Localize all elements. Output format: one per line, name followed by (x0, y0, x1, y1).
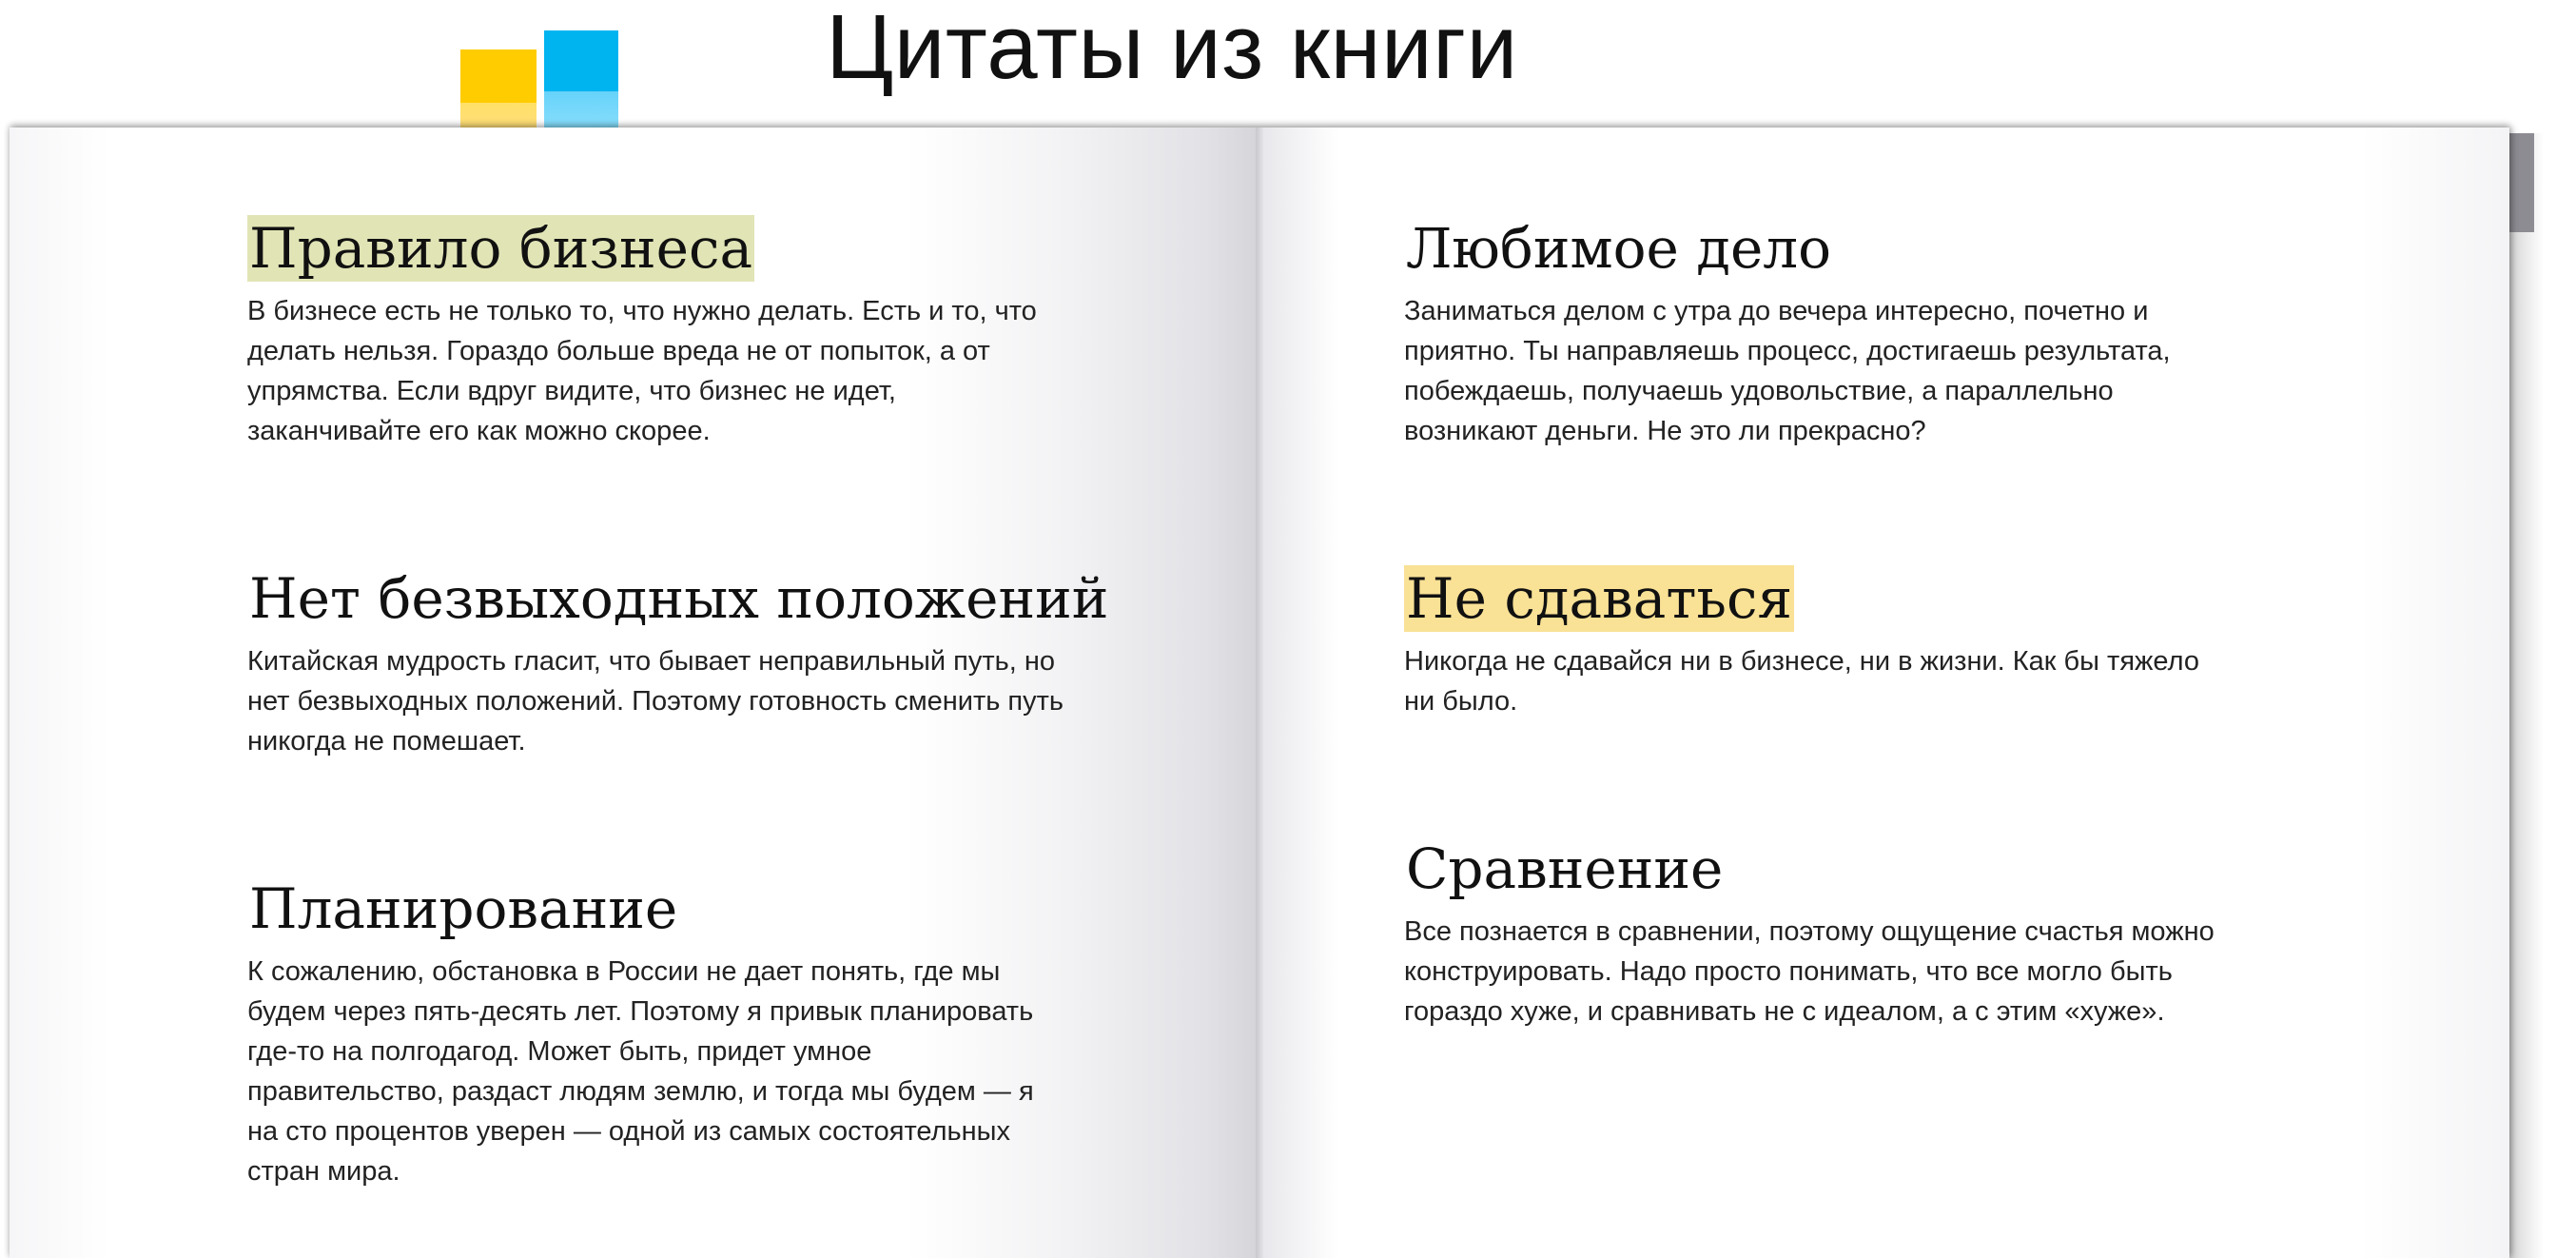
quote-text: Никогда не сдавайся ни в бизнесе, ни в жизни. Как бы тяжело ни было. (1404, 646, 2199, 717)
quote-block (1404, 565, 2298, 721)
quote-block (247, 565, 1142, 761)
quote-text: Китайская мудрость гласит, что бывает неправильный путь, но нет безвыходных положений. Поэтому готовность сменить путь никогда не помешает. (247, 646, 1064, 757)
quote-block (247, 875, 1142, 1191)
quote-heading: Планирование (249, 876, 678, 941)
open-book (10, 128, 2509, 1258)
quote-text: Все познается в сравнении, поэтому ощущение счастья можно конструировать. Надо просто понимать, что все могло быть гораздо хуже, и сравнивать не с идеалом, а с этим «хуже». (1404, 916, 2215, 1027)
right-page (1263, 128, 2509, 1258)
quote-text: К сожалению, обстановка в России не дает понять, где мы будем через пять-десять лет. Поэтому я привык планировать где-то на полгодагод. Может быть, придет умное правительство, раздаст людям землю, и тогда мы будем — я на сто процентов уверен — одной из самых состоятельных стран мира. (247, 956, 1034, 1187)
quote-heading: Не сдаваться (1406, 566, 1793, 631)
left-page (10, 128, 1256, 1258)
logo-yellow-square (460, 49, 537, 135)
quote-heading: Правило бизнеса (249, 216, 753, 281)
quote-block (1404, 215, 2298, 451)
book-spine (1256, 128, 1263, 1258)
page-title: Цитаты из книги (826, 0, 1518, 98)
quote-heading: Нет безвыходных положений (249, 566, 1109, 631)
book-edge-shadow (2506, 133, 2544, 1258)
quote-heading: Любимое дело (1406, 216, 1832, 281)
quote-heading: Сравнение (1406, 836, 1724, 901)
quote-text: В бизнесе есть не только то, что нужно делать. Есть и то, что делать нельзя. Гораздо больше вреда не от попыток, а от упрямства. Если вдруг видите, что бизнес не идет, заканчивайте его как можно скорее. (247, 296, 1037, 446)
quote-block (247, 215, 1142, 451)
quote-block (1404, 835, 2298, 1032)
quote-text: Заниматься делом с утра до вечера интересно, почетно и приятно. Ты направляешь процесс, достигаешь результата, побеждаешь, получаешь удовольствие, а параллельно возникают деньги. Не это ли прекрасно? (1404, 296, 2171, 446)
book-edge-shadow-top (2506, 133, 2534, 232)
logo-blue-square (544, 30, 618, 135)
